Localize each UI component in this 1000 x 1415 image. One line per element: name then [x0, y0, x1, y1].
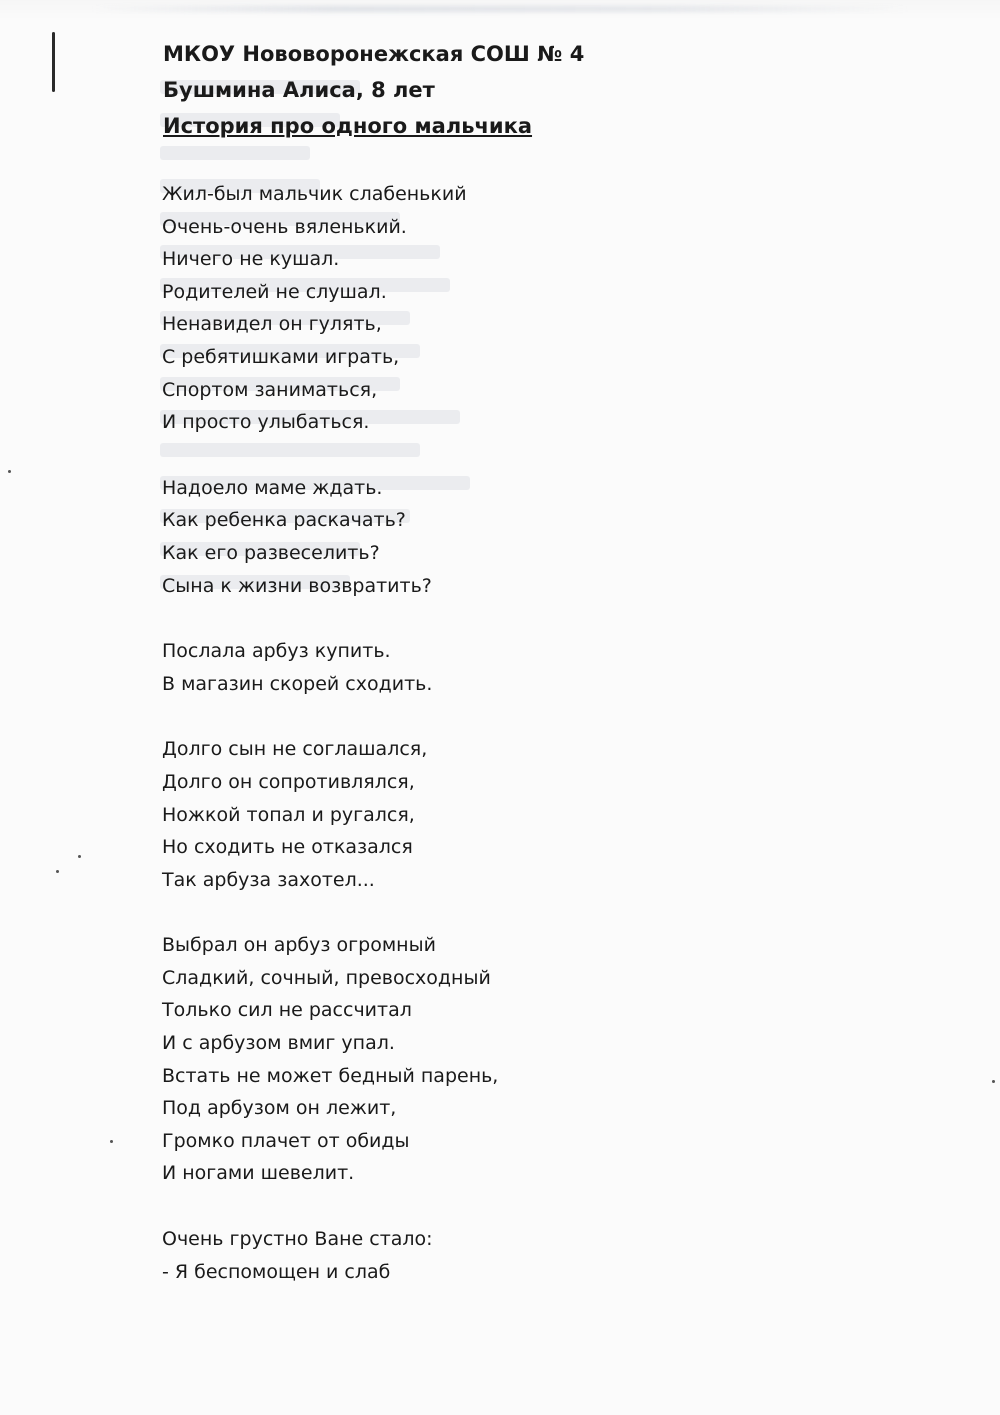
author-name: Бушмина Алиса, 8 лет [163, 78, 435, 102]
poem-line: Ничего не кушал. [162, 248, 340, 271]
poem-line: Под арбузом он лежит, [162, 1097, 397, 1120]
poem-line: Сына к жизни возвратить? [162, 574, 432, 597]
scan-speck [78, 855, 81, 858]
poem-line: Так арбуза захотел... [162, 868, 375, 891]
scan-speck [56, 870, 59, 873]
poem-line: Ненавидел он гулять, [162, 313, 382, 336]
poem-line: Встать не может бедный парень, [162, 1064, 499, 1087]
stanza-5 [162, 929, 498, 1190]
poem-body [162, 178, 498, 1321]
poem-line: Только сил не рассчитал [162, 999, 412, 1022]
scan-speck [992, 1080, 995, 1083]
poem-line: - Я беспомощен и слаб [162, 1260, 391, 1283]
poem-line: И ногами шевелит. [162, 1162, 355, 1185]
poem-line: Ножкой топал и ругался, [162, 803, 415, 826]
stanza-6 [162, 1223, 498, 1288]
poem-line: Очень грустно Ване стало: [162, 1228, 433, 1251]
scan-speck [8, 470, 11, 473]
poem-line: И просто улыбаться. [162, 411, 370, 434]
document-header [163, 36, 584, 144]
stanza-1 [162, 178, 498, 439]
poem-line: Как ребенка раскачать? [162, 509, 406, 532]
poem-line: Выбрал он арбуз огромный [162, 934, 436, 957]
poem-line: Громко плачет от обиды [162, 1129, 410, 1152]
poem-line: В магазин скорей сходить. [162, 672, 433, 695]
poem-title: История про одного мальчика [163, 114, 533, 138]
poem-line: Долго сын не соглашался, [162, 738, 428, 761]
bleed-line [160, 146, 310, 160]
poem-line: Очень-очень вяленький. [162, 215, 407, 238]
poem-line: С ребятишками играть, [162, 345, 400, 368]
margin-pen-mark [52, 32, 55, 92]
poem-line: Послала арбуз купить. [162, 640, 391, 663]
poem-line: И с арбузом вмиг упал. [162, 1032, 395, 1055]
scan-edge-shadow [90, 6, 910, 12]
scan-speck [110, 1140, 113, 1143]
poem-line: Долго он сопротивлялся, [162, 770, 415, 793]
poem-line: Сладкий, сочный, превосходный [162, 966, 491, 989]
poem-line: Родителей не слушал. [162, 280, 387, 303]
poem-line: Как его развеселить? [162, 541, 380, 564]
stanza-3 [162, 635, 498, 700]
school-name: МКОУ Нововоронежская СОШ № 4 [163, 42, 585, 66]
poem-line: Жил-был мальчик слабенький [162, 183, 467, 205]
poem-line: Спортом заниматься, [162, 378, 378, 401]
stanza-2 [162, 472, 498, 602]
stanza-4 [162, 733, 498, 896]
poem-line: Надоело маме ждать. [162, 476, 383, 499]
poem-line: Но сходить не отказался [162, 836, 413, 859]
